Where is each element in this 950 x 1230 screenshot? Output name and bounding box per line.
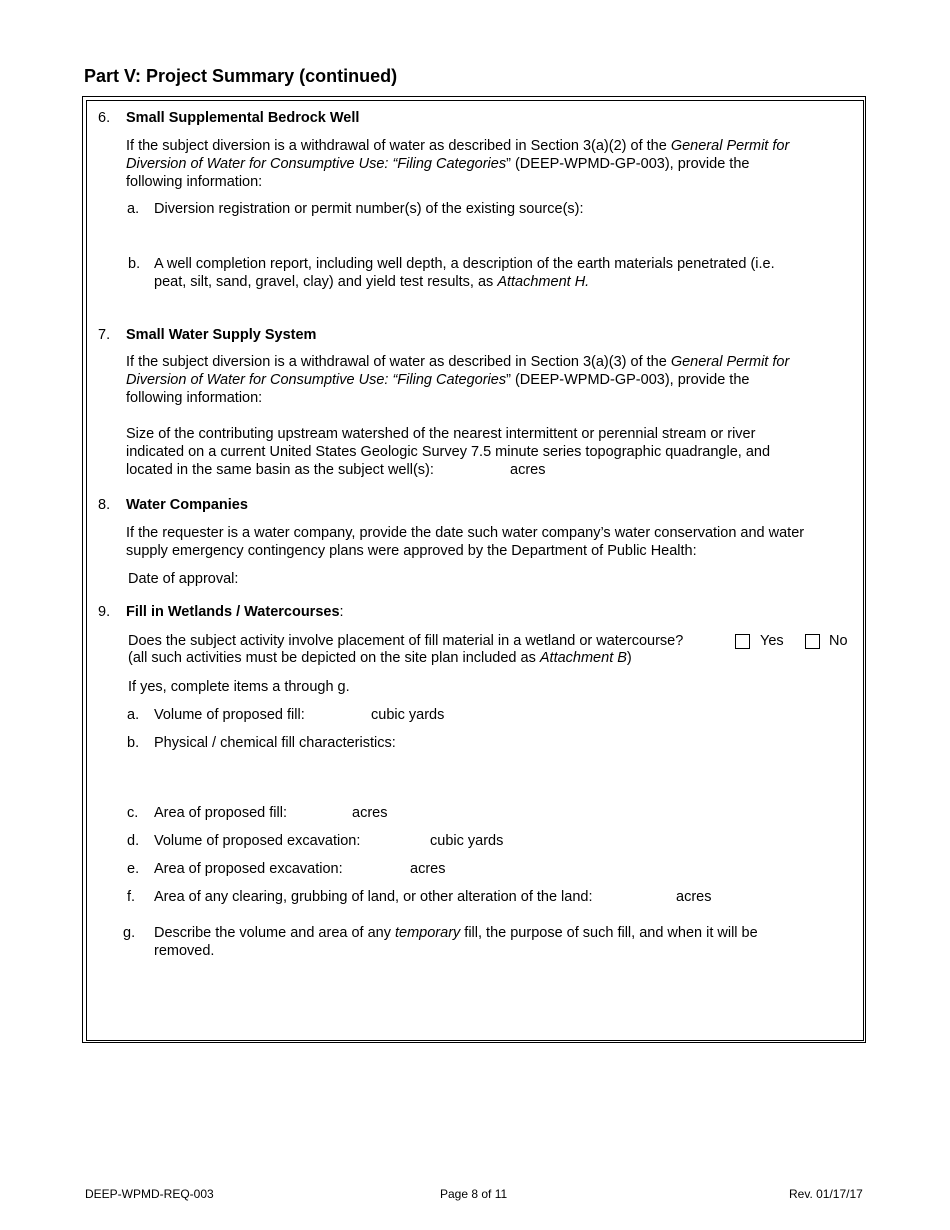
footer-revision: Rev. 01/17/17: [789, 1187, 863, 1201]
section-6b-text-line-1: A well completion report, including well depth, a description of the earth materials penetrated (i.e.: [154, 256, 775, 272]
no-label: No: [829, 633, 848, 649]
section-9-heading: Fill in Wetlands / Watercourses:: [126, 604, 344, 620]
footer-form-id: DEEP-WPMD-REQ-003: [85, 1187, 214, 1201]
section-7-size-line-2: indicated on a current United States Geologic Survey 7.5 minute series topographic quadrangle, and: [126, 444, 771, 460]
fill-question: Does the subject activity involve placement of fill material in a wetland or watercourse?: [128, 633, 684, 649]
section-8-text-line-1: If the requester is a water company, provide the date such water company’s water conservation and water: [126, 525, 805, 541]
section-6a-letter: a.: [127, 201, 140, 217]
fill-characteristics-label: Physical / chemical fill characteristics:: [154, 735, 396, 751]
no-checkbox[interactable]: [805, 634, 820, 649]
section-6b-letter: b.: [128, 256, 141, 272]
section-8-heading: Water Companies: [126, 497, 248, 513]
section-9-number: 9.: [98, 604, 111, 620]
section-7-size-line-1: Size of the contributing upstream watershed of the nearest intermittent or perennial stream or river: [126, 426, 756, 442]
yes-checkbox[interactable]: [735, 634, 750, 649]
section-7-intro-line-2: Diversion of Water for Consumptive Use: “Filing Categories” (DEEP-WPMD-GP-003), provide the: [126, 372, 750, 388]
fill-area-unit: acres: [352, 805, 388, 821]
fill-volume-unit: cubic yards: [371, 707, 445, 723]
excavation-volume-label: Volume of proposed excavation:: [154, 833, 361, 849]
section-9a-letter: a.: [127, 707, 140, 723]
section-9f-letter: f.: [127, 889, 136, 905]
section-7-size-line-3: located in the same basin as the subject well(s):: [126, 462, 434, 478]
land-alteration-unit: acres: [676, 889, 712, 905]
section-7-number: 7.: [98, 327, 111, 343]
section-6-intro-line-2: Diversion of Water for Consumptive Use: “Filing Categories” (DEEP-WPMD-GP-003), provide the: [126, 156, 750, 172]
section-6-heading: Small Supplemental Bedrock Well: [126, 110, 360, 126]
fill-question-note: (all such activities must be depicted on the site plan included as Attachment B): [128, 650, 632, 666]
fill-area-label: Area of proposed fill:: [154, 805, 287, 821]
footer-page-number: Page 8 of 11: [440, 1187, 508, 1201]
section-6-number: 6.: [98, 110, 111, 126]
yes-label: Yes: [760, 633, 784, 649]
section-9c-letter: c.: [127, 805, 139, 821]
section-9g-letter: g.: [123, 925, 136, 941]
page-title: Part V: Project Summary (continued): [84, 66, 398, 86]
excavation-volume-unit: cubic yards: [430, 833, 504, 849]
section-6-intro-line-3: following information:: [126, 174, 263, 190]
section-7-intro-line-3: following information:: [126, 390, 263, 406]
section-7-intro-line-1: If the subject diversion is a withdrawal of water as described in Section 3(a)(3) of the General Permit for: [126, 354, 790, 370]
section-9b-letter: b.: [127, 735, 140, 751]
section-8-text-line-2: supply emergency contingency plans were approved by the Department of Public Health:: [126, 543, 697, 559]
section-7-heading: Small Water Supply System: [126, 327, 317, 343]
section-6a-label: Diversion registration or permit number(s) of the existing source(s):: [154, 201, 584, 217]
land-alteration-label: Area of any clearing, grubbing of land, or other alteration of the land:: [154, 889, 593, 905]
temporary-fill-text-line-1: Describe the volume and area of any temporary fill, the purpose of such fill, and when it will be: [154, 925, 758, 941]
section-6b-text-line-2: peat, silt, sand, gravel, clay) and yield test results, as Attachment H.: [154, 274, 590, 290]
date-of-approval-label: Date of approval:: [128, 571, 239, 587]
section-8-number: 8.: [98, 497, 111, 513]
section-9e-letter: e.: [127, 861, 140, 877]
section-7-acres-unit: acres: [510, 462, 546, 478]
if-yes-instruction: If yes, complete items a through g.: [128, 679, 350, 695]
excavation-area-label: Area of proposed excavation:: [154, 861, 343, 877]
section-6-intro-line-1: If the subject diversion is a withdrawal of water as described in Section 3(a)(2) of the General Permit for: [126, 138, 790, 154]
section-9d-letter: d.: [127, 833, 140, 849]
excavation-area-unit: acres: [410, 861, 446, 877]
fill-volume-label: Volume of proposed fill:: [154, 707, 305, 723]
temporary-fill-text-line-2: removed.: [154, 943, 215, 959]
